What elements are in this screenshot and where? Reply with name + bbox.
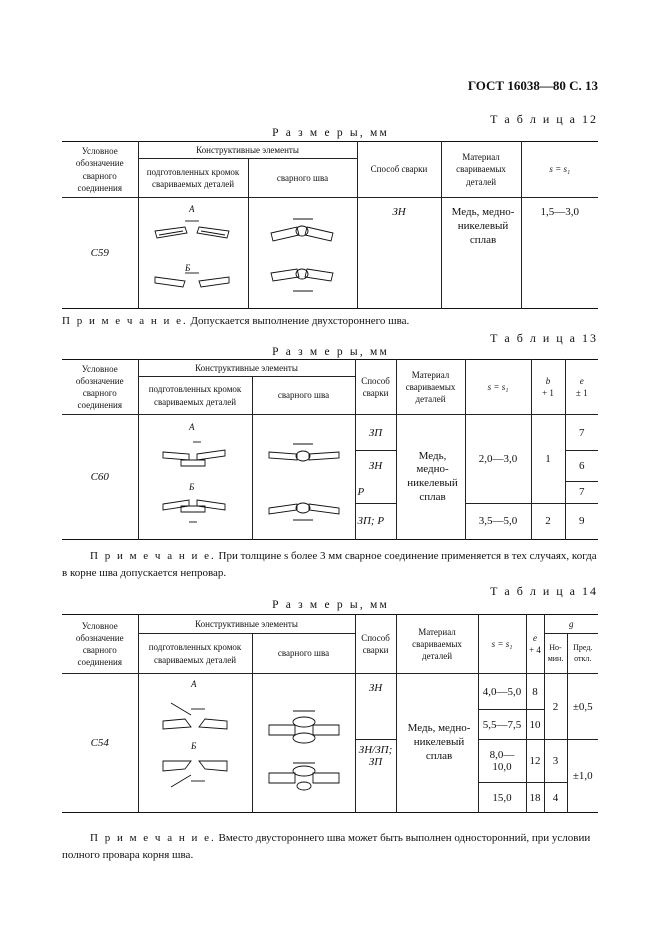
material-c59: Медь, медно-никелевый сплав xyxy=(441,198,521,309)
note-lead: П р и м е ч а н и е. xyxy=(62,315,188,327)
col-method: Способ сварки xyxy=(355,615,396,674)
sketch-weld-c59 xyxy=(248,198,357,309)
s-row1: 2,0—3,0 xyxy=(465,415,531,504)
s-row2: 5,5—7,5 xyxy=(478,710,526,740)
table12-label: Т а б л и ц а 12 xyxy=(490,112,598,126)
col-symbol: Условное обозначение сварного соединения xyxy=(62,615,138,674)
col-e xyxy=(526,615,544,674)
col-e-label: e xyxy=(533,632,538,643)
sketch-weld-c54 xyxy=(252,674,355,813)
col-g: g xyxy=(544,615,598,634)
sketch-prepared-c59 xyxy=(138,198,248,309)
variant-label-b: Б xyxy=(184,263,190,273)
symbol-c60: C60 xyxy=(62,415,138,540)
table14-note xyxy=(62,830,598,864)
sketch-weld-c60 xyxy=(252,415,355,540)
weld-sketch xyxy=(255,675,353,811)
table13-dims: Р а з м е р ы, мм xyxy=(272,346,389,358)
method-row2: ЗН xyxy=(355,451,396,482)
material-c54: Медь, медно-никелевый сплав xyxy=(396,674,478,813)
table13-note xyxy=(62,548,598,582)
table14-dims: Р а з м е р ы, мм xyxy=(272,599,389,611)
edge-sketch xyxy=(141,416,249,538)
symbol-c59: C59 xyxy=(62,198,138,309)
col-e-label: e xyxy=(579,375,584,386)
col-g-tol: Пред. откл. xyxy=(567,634,598,674)
col-material: Материал свариваемых деталей xyxy=(441,142,521,198)
col-e-tol: + 4 xyxy=(529,645,541,655)
col-weld: сварного шва xyxy=(252,377,355,415)
g-tol-2: ±1,0 xyxy=(567,740,598,813)
b-row1: 1 xyxy=(531,415,565,504)
col-weld: сварного шва xyxy=(248,159,357,198)
g-tol-1: ±0,5 xyxy=(567,674,598,740)
g-nom-2: 3 xyxy=(544,740,567,783)
table14-label: Т а б л и ц а 14 xyxy=(490,584,598,598)
table13-label: Т а б л и ц а 13 xyxy=(490,331,598,345)
g-nom-3: 4 xyxy=(544,783,567,813)
method-row3: Р xyxy=(355,482,396,504)
e-row2: 6 xyxy=(565,451,598,482)
note-text: Вместо двустороннего шва может быть выполнен односторонний, при условии полного провара корня шва. xyxy=(62,832,591,862)
symbol-c54: C54 xyxy=(62,674,138,813)
g-nom-1: 2 xyxy=(544,674,567,740)
variant-label-b: Б xyxy=(190,741,196,751)
variant-label-a: А xyxy=(188,204,194,214)
e-row4: 18 xyxy=(526,783,544,813)
col-g-nom: Но-мин. xyxy=(544,634,567,674)
method-zn-zp: ЗН/ЗП; ЗП xyxy=(355,740,396,813)
e-row2: 10 xyxy=(526,710,544,740)
col-symbol: Условное обозначение сварного соединения xyxy=(62,142,138,198)
method-zn: ЗН xyxy=(355,674,396,740)
sketch-prepared-c54 xyxy=(138,674,252,813)
e-row3: 7 xyxy=(565,482,598,504)
col-elements: Конструктивные элементы xyxy=(138,360,355,377)
col-material: Материал свариваемых деталей xyxy=(396,615,478,674)
sketch-prepared-c60 xyxy=(138,415,252,540)
table12-note xyxy=(62,313,598,330)
col-b-tol: + 1 xyxy=(542,388,554,398)
table12-dims: Р а з м е р ы, мм xyxy=(272,127,389,139)
col-prepared: подготовленных кромок свариваемых деталей xyxy=(138,634,252,674)
note-text: Допускается выполнение двухстороннего шва. xyxy=(190,315,410,327)
variant-label-a: А xyxy=(188,422,194,432)
col-method: Способ сварки xyxy=(355,360,396,415)
method-row1: ЗП xyxy=(355,415,396,451)
variant-label-b: Б xyxy=(188,482,194,492)
e-row3: 12 xyxy=(526,740,544,783)
edge-sketch xyxy=(141,675,249,811)
col-e xyxy=(565,360,598,415)
s-row3: 8,0—10,0 xyxy=(478,740,526,783)
col-weld: сварного шва xyxy=(252,634,355,674)
edge-sketch xyxy=(141,201,245,305)
method-c59: ЗН xyxy=(357,198,441,309)
col-method: Способ сварки xyxy=(357,142,441,198)
col-e-tol: ± 1 xyxy=(575,388,588,398)
col-s: s = s₁ xyxy=(521,142,598,198)
weld-sketch xyxy=(255,416,353,538)
col-b xyxy=(531,360,565,415)
variant-label-a: А xyxy=(190,679,196,689)
e-row1: 8 xyxy=(526,674,544,710)
col-s: s = s₁ xyxy=(478,615,526,674)
method-row4: ЗП; Р xyxy=(355,503,396,539)
s-c59: 1,5—3,0 xyxy=(521,198,598,309)
col-prepared: подготовленных кромок свариваемых деталей xyxy=(138,377,252,415)
table13 xyxy=(62,359,598,540)
material-c60: Медь, медно-никелевый сплав xyxy=(396,415,465,540)
col-elements: Конструктивные элементы xyxy=(138,615,355,634)
page-header: ГОСТ 16038—80 С. 13 xyxy=(467,78,598,93)
table14 xyxy=(62,614,598,813)
e-row1: 7 xyxy=(565,415,598,451)
note-lead: П р и м е ч а н и е. xyxy=(90,832,216,844)
weld-sketch xyxy=(251,201,355,305)
e-row4: 9 xyxy=(565,503,598,539)
col-symbol: Условное обозначение сварного соединения xyxy=(62,360,138,415)
col-prepared: подготовленных кромок свариваемых деталей xyxy=(138,159,248,198)
note-text: При толщине s более 3 мм сварное соединение применяется в тех случаях, когда в корне шва допускается непровар. xyxy=(62,550,597,580)
col-material: Материал свариваемых деталей xyxy=(396,360,465,415)
s-row1: 4,0—5,0 xyxy=(478,674,526,710)
note-lead: П р и м е ч а н и е. xyxy=(90,550,216,562)
b-row4: 2 xyxy=(531,503,565,539)
table12 xyxy=(62,141,598,309)
col-b-label: b xyxy=(545,375,551,386)
s-row4: 3,5—5,0 xyxy=(465,503,531,539)
col-elements: Конструктивные элементы xyxy=(138,142,357,159)
col-s: s = s₁ xyxy=(465,360,531,415)
s-row4: 15,0 xyxy=(478,783,526,813)
